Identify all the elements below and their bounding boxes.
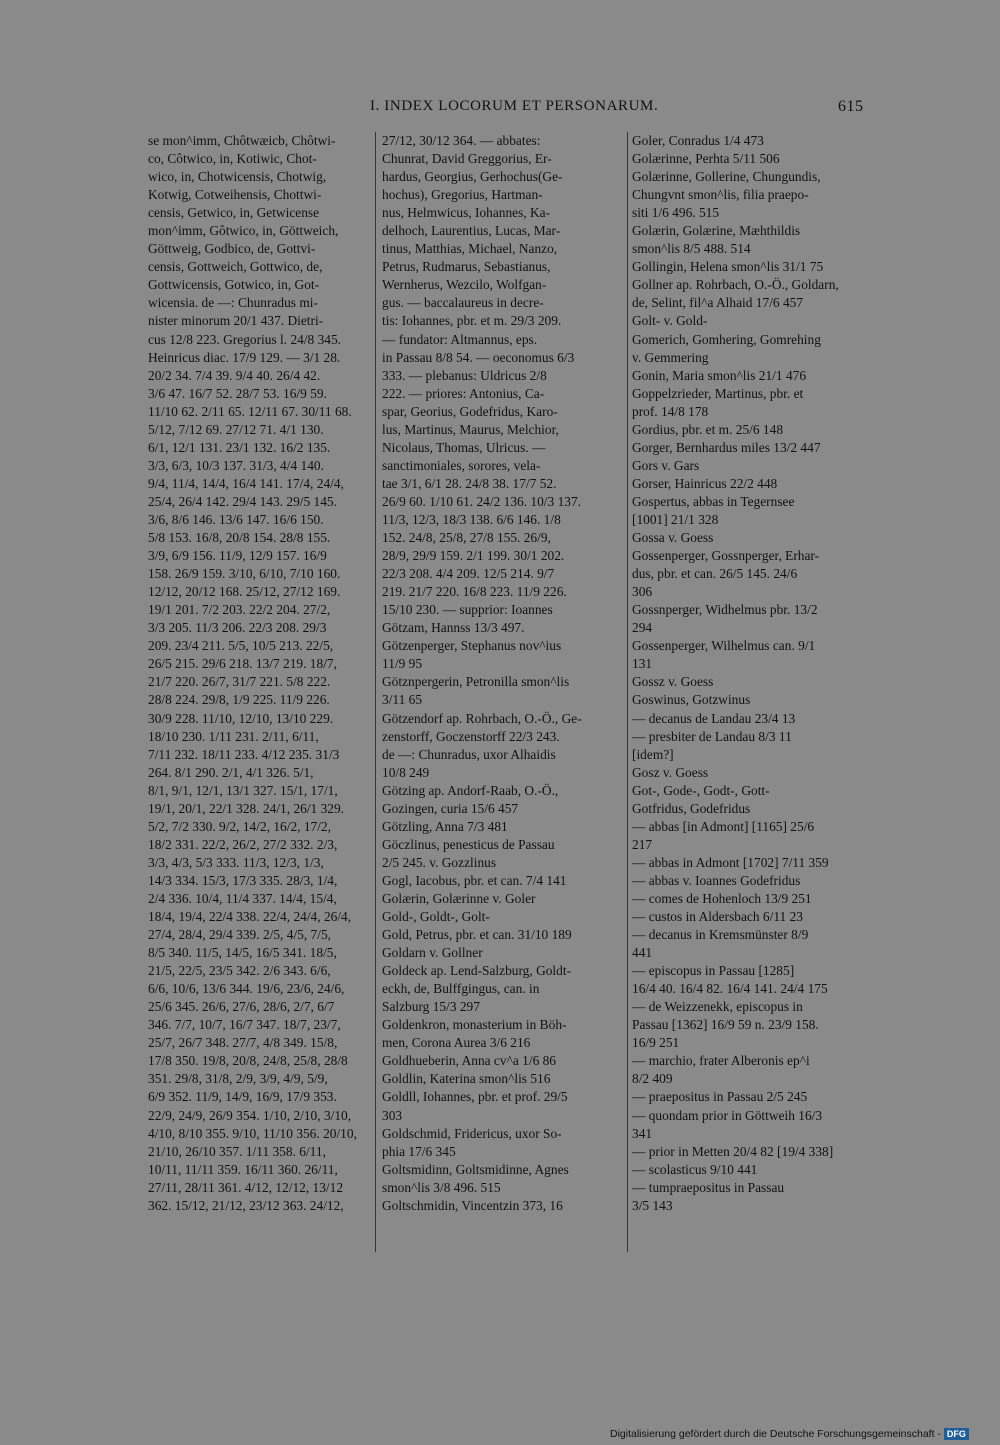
index-line: hochus), Gregorius, Hartman- [382, 187, 543, 203]
index-line: 441 [632, 945, 653, 961]
index-line: 346. 7/7, 10/7, 16/7 347. 18/7, 23/7, [148, 1017, 341, 1033]
index-line: — presbiter de Landau 8/3 11 [632, 728, 792, 744]
index-line: 25/4, 26/4 142. 29/4 143. 29/5 145. [148, 493, 337, 509]
index-line: 26/5 215. 29/6 218. 13/7 219. 18/7, [148, 656, 337, 672]
index-line: 219. 21/7 220. 16/8 223. 11/9 226. [382, 584, 567, 600]
index-line: 30/9 228. 11/10, 12/10, 13/10 229. [148, 710, 334, 726]
index-line: 3/6, 8/6 146. 13/6 147. 16/6 150. [148, 511, 324, 527]
index-line: — abbas in Admont [1702] 7/11 359 [632, 854, 829, 870]
index-line: Gozingen, curia 15/6 457 [382, 800, 519, 816]
index-line: — abbas v. Ioannes Godefridus [632, 872, 801, 888]
index-line: eckh, de, Bulffgingus, can. in [382, 981, 540, 997]
index-line: Petrus, Rudmarus, Sebastianus, [382, 259, 551, 275]
index-line: Goldenkron, monasterium in Böh- [382, 1017, 567, 1033]
index-line: [1001] 21/1 328 [632, 511, 719, 527]
index-line: 16/9 251 [632, 1035, 680, 1051]
index-line: 2/4 336. 10/4, 11/4 337. 14/4, 15/4, [148, 890, 337, 906]
index-line: Gossa v. Goess [632, 530, 714, 546]
index-line: Gogl, Iacobus, pbr. et can. 7/4 141 [382, 872, 567, 888]
index-line: Gollingin, Helena smon^lis 31/1 75 [632, 259, 824, 275]
index-line: Gollner ap. Rohrbach, O.-Ö., Goldarn, [632, 277, 839, 293]
index-line: Goppelzrieder, Martinus, pbr. et [632, 385, 804, 401]
index-line: spar, Georius, Godefridus, Karo- [382, 403, 558, 419]
index-line: — custos in Aldersbach 6/11 23 [632, 909, 803, 925]
index-line: mon^imm, Gôtwico, in, Göttweich, [148, 223, 339, 239]
index-line: 27/11, 28/11 361. 4/12, 12/12, 13/12 [148, 1179, 344, 1195]
index-line: — tumpraepositus in Passau [632, 1179, 785, 1195]
index-line: Gordius, pbr. et m. 25/6 148 [632, 421, 784, 437]
index-line: Chungvnt smon^lis, filia praepo- [632, 187, 809, 203]
index-line: — praepositus in Passau 2/5 245 [632, 1089, 808, 1105]
index-line: v. Gemmering [632, 349, 709, 365]
index-line: Goldlin, Katerina smon^lis 516 [382, 1071, 551, 1087]
index-line: Goswinus, Gotzwinus [632, 692, 751, 708]
index-line: 131 [632, 656, 653, 672]
index-line: nister minorum 20/1 437. Dietri- [148, 313, 324, 329]
index-line: 10/8 249 [382, 764, 430, 780]
index-column-1 [148, 132, 374, 1215]
index-line: gus. — baccalaureus in decre- [382, 295, 544, 311]
index-line: 264. 8/1 290. 2/1, 4/1 326. 5/1, [148, 764, 314, 780]
index-line: Gonin, Maria smon^lis 21/1 476 [632, 367, 807, 383]
column-divider-2 [627, 132, 628, 1252]
index-line: 2/5 245. v. Gozzlinus [382, 854, 497, 870]
index-line: 6/9 352. 11/9, 14/9, 16/9, 17/9 353. [148, 1089, 337, 1105]
index-line: 3/3, 4/3, 5/3 333. 11/3, 12/3, 1/3, [148, 854, 324, 870]
index-line: de —: Chunradus, uxor Alhaidis [382, 746, 556, 762]
index-line: censis, Gottweich, Gottwico, de, [148, 259, 323, 275]
index-line: 3/11 65 [382, 692, 423, 708]
index-line: 8/1, 9/1, 12/1, 13/1 327. 15/1, 17/1, [148, 782, 338, 798]
index-line: dus, pbr. et can. 26/5 145. 24/6 [632, 566, 798, 582]
index-line: Goldarn v. Gollner [382, 945, 483, 961]
index-line: Göttweig, Godbico, de, Gottvi- [148, 241, 316, 257]
index-line: 11/10 62. 2/11 65. 12/11 67. 30/11 68. [148, 403, 352, 419]
index-line: Gorger, Bernhardus miles 13/2 447 [632, 439, 821, 455]
index-line: 152. 24/8, 25/8, 27/8 155. 26/9, [382, 530, 551, 546]
index-line: 18/2 331. 22/2, 26/2, 27/2 332. 2/3, [148, 836, 338, 852]
index-line: Golærin, Golærine, Mæhthildis [632, 223, 801, 239]
index-line: 17/8 350. 19/8, 20/8, 24/8, 25/8, 28/8 [148, 1053, 348, 1069]
index-line: Nicolaus, Thomas, Ulricus. — [382, 439, 546, 455]
index-line: 341 [632, 1125, 653, 1141]
index-line: 27/4, 28/4, 29/4 339. 2/5, 4/5, 7/5, [148, 927, 332, 943]
index-line: Gossnperger, Widhelmus pbr. 13/2 [632, 602, 818, 618]
index-line: 7/11 232. 18/11 233. 4/12 235. 31/3 [148, 746, 340, 762]
index-column-3 [632, 132, 872, 1215]
index-line: Gottwicensis, Gotwico, in, Got- [148, 277, 320, 293]
index-line: — quondam prior in Göttweih 16/3 [632, 1107, 823, 1123]
index-line: 351. 29/8, 31/8, 2/9, 3/9, 4/9, 5/9, [148, 1071, 328, 1087]
page-number: 615 [838, 98, 864, 115]
index-line: Gospertus, abbas in Tegernsee [632, 493, 795, 509]
index-line: 294 [632, 620, 653, 636]
index-line: Salzburg 15/3 297 [382, 999, 480, 1015]
index-line: 11/3, 12/3, 18/3 138. 6/6 146. 1/8 [382, 511, 561, 527]
index-line: — prior in Metten 20/4 82 [19/4 338] [632, 1143, 834, 1159]
index-line: 10/11, 11/11 359. 16/11 360. 26/11, [148, 1161, 338, 1177]
index-line: 3/3 205. 11/3 206. 22/3 208. 29/3 [148, 620, 327, 636]
index-line: Got-, Gode-, Godt-, Gott- [632, 782, 770, 798]
index-line: nus, Helmwicus, Iohannes, Ka- [382, 205, 551, 221]
index-line: in Passau 8/8 54. — oeconomus 6/3 [382, 349, 575, 365]
credit-text: Digitalisierung gefördert durch die Deutsche Forschungsgemeinschaft - [610, 1428, 941, 1440]
index-line: Goler, Conradus 1/4 473 [632, 133, 764, 148]
index-line: — scolasticus 9/10 441 [632, 1161, 758, 1177]
index-line: — abbas [in Admont] [1165] 25/6 [632, 818, 815, 834]
index-line: men, Corona Aurea 3/6 216 [382, 1035, 531, 1051]
index-line: 3/3, 6/3, 10/3 137. 31/3, 4/4 140. [148, 457, 324, 473]
index-line: prof. 14/8 178 [632, 403, 709, 419]
index-line: 8/2 409 [632, 1071, 673, 1087]
index-line: zenstorff, Goczenstorff 22/3 243. [382, 728, 560, 744]
index-line: 303 [382, 1107, 403, 1123]
column-divider-1 [375, 132, 376, 1252]
index-line: Gors v. Gars [632, 457, 700, 473]
index-line: sanctimoniales, sorores, vela- [382, 457, 541, 473]
index-line: Göczlinus, penesticus de Passau [382, 836, 555, 852]
index-line: phia 17/6 345 [382, 1143, 456, 1159]
index-line: 5/12, 7/12 69. 27/12 71. 4/1 130. [148, 421, 324, 437]
index-line: hardus, Georgius, Gerhochus(Ge- [382, 169, 563, 185]
index-line: Gomerich, Gomhering, Gomrehing [632, 331, 821, 347]
index-line: — comes de Hohenloch 13/9 251 [632, 890, 812, 906]
index-line: — marchio, frater Alberonis ep^i [632, 1053, 810, 1069]
index-line: 11/9 95 [382, 656, 423, 672]
index-line: Gosz v. Goess [632, 764, 709, 780]
index-line: 9/4, 11/4, 14/4, 16/4 141. 17/4, 24/4, [148, 475, 344, 491]
index-line: Gossenperger, Wilhelmus can. 9/1 [632, 638, 816, 654]
index-line: 21/7 220. 26/7, 31/7 221. 5/8 222. [148, 674, 331, 690]
index-line: Golt- v. Gold- [632, 313, 708, 329]
index-line: 25/6 345. 26/6, 27/6, 28/6, 2/7, 6/7 [148, 999, 335, 1015]
index-line: Götzendorf ap. Rohrbach, O.-Ö., Ge- [382, 710, 582, 726]
index-line: Götzenperger, Stephanus nov^ius [382, 638, 562, 654]
index-line: 306 [632, 584, 653, 600]
index-line: 6/6, 10/6, 13/6 344. 19/6, 23/6, 24/6, [148, 981, 345, 997]
index-line: siti 1/6 496. 515 [632, 205, 720, 221]
index-line: smon^lis 3/8 496. 515 [382, 1179, 501, 1195]
index-line: Goltsmidinn, Goltsmidinne, Agnes [382, 1161, 569, 1177]
index-line: 222. — priores: Antonius, Ca- [382, 385, 545, 401]
index-line: 3/9, 6/9 156. 11/9, 12/9 157. 16/9 [148, 548, 327, 564]
index-line: tis: Iohannes, pbr. et m. 29/3 209. [382, 313, 562, 329]
index-line: censis, Getwico, in, Getwicense [148, 205, 320, 221]
index-line: wico, in, Chotwicensis, Chotwig, [148, 169, 327, 185]
index-line: — decanus in Kremsmünster 8/9 [632, 927, 809, 943]
index-line: tinus, Matthias, Michael, Nanzo, [382, 241, 558, 257]
index-line: 27/12, 30/12 364. — abbates: [382, 133, 541, 148]
index-line: 6/1, 12/1 131. 23/1 132. 16/2 135. [148, 439, 331, 455]
index-line: delhoch, Laurentius, Lucas, Mar- [382, 223, 561, 239]
index-line: wicensia. de —: Chunradus mi- [148, 295, 318, 311]
index-line: Goltschmidin, Vincentzin 373, 16 [382, 1197, 563, 1213]
index-line: Gold, Petrus, pbr. et can. 31/10 189 [382, 927, 572, 943]
index-line: Golærin, Golærinne v. Goler [382, 890, 536, 906]
index-line: 209. 23/4 211. 5/5, 10/5 213. 22/5, [148, 638, 334, 654]
index-line: 3/5 143 [632, 1197, 673, 1213]
index-line: 217 [632, 836, 653, 852]
index-line: Golærinne, Perhta 5/11 506 [632, 151, 780, 167]
index-line: 28/9, 29/9 159. 2/1 199. 30/1 202. [382, 548, 565, 564]
index-line: — decanus de Landau 23/4 13 [632, 710, 796, 726]
index-line: [idem?] [632, 746, 674, 762]
index-line: smon^lis 8/5 488. 514 [632, 241, 751, 257]
index-line: — fundator: Altmannus, eps. [382, 331, 538, 347]
index-line: 333. — plebanus: Uldricus 2/8 [382, 367, 547, 383]
index-line: Kotwig, Cotweihensis, Chottwi- [148, 187, 322, 203]
index-line: 362. 15/12, 21/12, 23/12 363. 24/12, [148, 1197, 344, 1213]
index-line: 15/10 230. — supprior: Ioannes [382, 602, 553, 618]
index-line: 14/3 334. 15/3, 17/3 335. 28/3, 1/4, [148, 872, 338, 888]
index-line: co, Côtwico, in, Kotiwic, Chot- [148, 151, 317, 167]
index-line: Götznpergerin, Petronilla smon^lis [382, 674, 570, 690]
index-line: 8/5 340. 11/5, 14/5, 16/5 341. 18/5, [148, 945, 337, 961]
dfg-logo: DFG [944, 1428, 969, 1440]
index-line: Chunrat, David Greggorius, Er- [382, 151, 552, 167]
index-line: Goldll, Iohannes, pbr. et prof. 29/5 [382, 1089, 568, 1105]
index-line: 20/2 34. 7/4 39. 9/4 40. 26/4 42. [148, 367, 321, 383]
index-line: Gorser, Hainricus 22/2 448 [632, 475, 778, 491]
index-line: 3/6 47. 16/7 52. 28/7 53. 16/9 59. [148, 385, 327, 401]
index-line: Heinricus diac. 17/9 129. — 3/1 28. [148, 349, 341, 365]
index-line: Götzing ap. Andorf-Raab, O.-Ö., [382, 782, 559, 798]
index-line: 5/8 153. 16/8, 20/8 154. 28/8 155. [148, 530, 331, 546]
index-line: 21/5, 22/5, 23/5 342. 2/6 343. 6/6, [148, 963, 331, 979]
index-line: tae 3/1, 6/1 28. 24/8 38. 17/7 52. [382, 475, 557, 491]
index-line: 5/2, 7/2 330. 9/2, 14/2, 16/2, 17/2, [148, 818, 332, 834]
index-line: 25/7, 26/7 348. 27/7, 4/8 349. 15/8, [148, 1035, 338, 1051]
index-line: de, Selint, fil^a Alhaid 17/6 457 [632, 295, 804, 311]
index-line: Passau [1362] 16/9 59 n. 23/9 158. [632, 1017, 819, 1033]
index-line: 22/9, 24/9, 26/9 354. 1/10, 2/10, 3/10, [148, 1107, 352, 1123]
index-line: 4/10, 8/10 355. 9/10, 11/10 356. 20/10, [148, 1125, 357, 1141]
index-line: 158. 26/9 159. 3/10, 6/10, 7/10 160. [148, 566, 341, 582]
index-line: 28/8 224. 29/8, 1/9 225. 11/9 226. [148, 692, 330, 708]
index-line: 12/12, 20/12 168. 25/12, 27/12 169. [148, 584, 341, 600]
index-line: cus 12/8 223. Gregorius l. 24/8 345. [148, 331, 342, 347]
index-line: Götzam, Hannss 13/3 497. [382, 620, 525, 636]
index-line: 22/3 208. 4/4 209. 12/5 214. 9/7 [382, 566, 555, 582]
index-line: 18/10 230. 1/11 231. 2/11, 6/11, [148, 728, 319, 744]
index-line: Gold-, Goldt-, Golt- [382, 909, 490, 925]
index-line: Goldhueberin, Anna cv^a 1/6 86 [382, 1053, 556, 1069]
index-line: Wernherus, Wezcilo, Wolfgan- [382, 277, 547, 293]
index-line: — episcopus in Passau [1285] [632, 963, 795, 979]
index-line: 16/4 40. 16/4 82. 16/4 141. 24/4 175 [632, 981, 828, 997]
index-line: 21/10, 26/10 357. 1/11 358. 6/11, [148, 1143, 326, 1159]
index-line: se mon^imm, Chôtwæicb, Chôtwi- [148, 133, 336, 148]
index-line: Götzling, Anna 7/3 481 [382, 818, 508, 834]
index-line: — de Weizzenekk, episcopus in [632, 999, 803, 1015]
index-line: Golærinne, Gollerine, Chungundis, [632, 169, 821, 185]
index-column-2 [382, 132, 624, 1215]
index-line: Gossz v. Goess [632, 674, 714, 690]
index-line: 19/1, 20/1, 22/1 328. 24/1, 26/1 329. [148, 800, 345, 816]
index-line: Goldeck ap. Lend-Salzburg, Goldt- [382, 963, 572, 979]
running-header: I. INDEX LOCORUM ET PERSONARUM. [370, 98, 659, 114]
index-line: 26/9 60. 1/10 61. 24/2 136. 10/3 137. [382, 493, 582, 509]
digitization-credit [610, 1428, 969, 1440]
index-line: Gotfridus, Godefridus [632, 800, 751, 816]
index-line: lus, Martinus, Maurus, Melchior, [382, 421, 559, 437]
index-line: Gossenperger, Gossnperger, Erhar- [632, 548, 820, 564]
index-line: 19/1 201. 7/2 203. 22/2 204. 27/2, [148, 602, 331, 618]
index-line: 18/4, 19/4, 22/4 338. 22/4, 24/4, 26/4, [148, 909, 352, 925]
index-line: Goldschmid, Fridericus, uxor So- [382, 1125, 562, 1141]
